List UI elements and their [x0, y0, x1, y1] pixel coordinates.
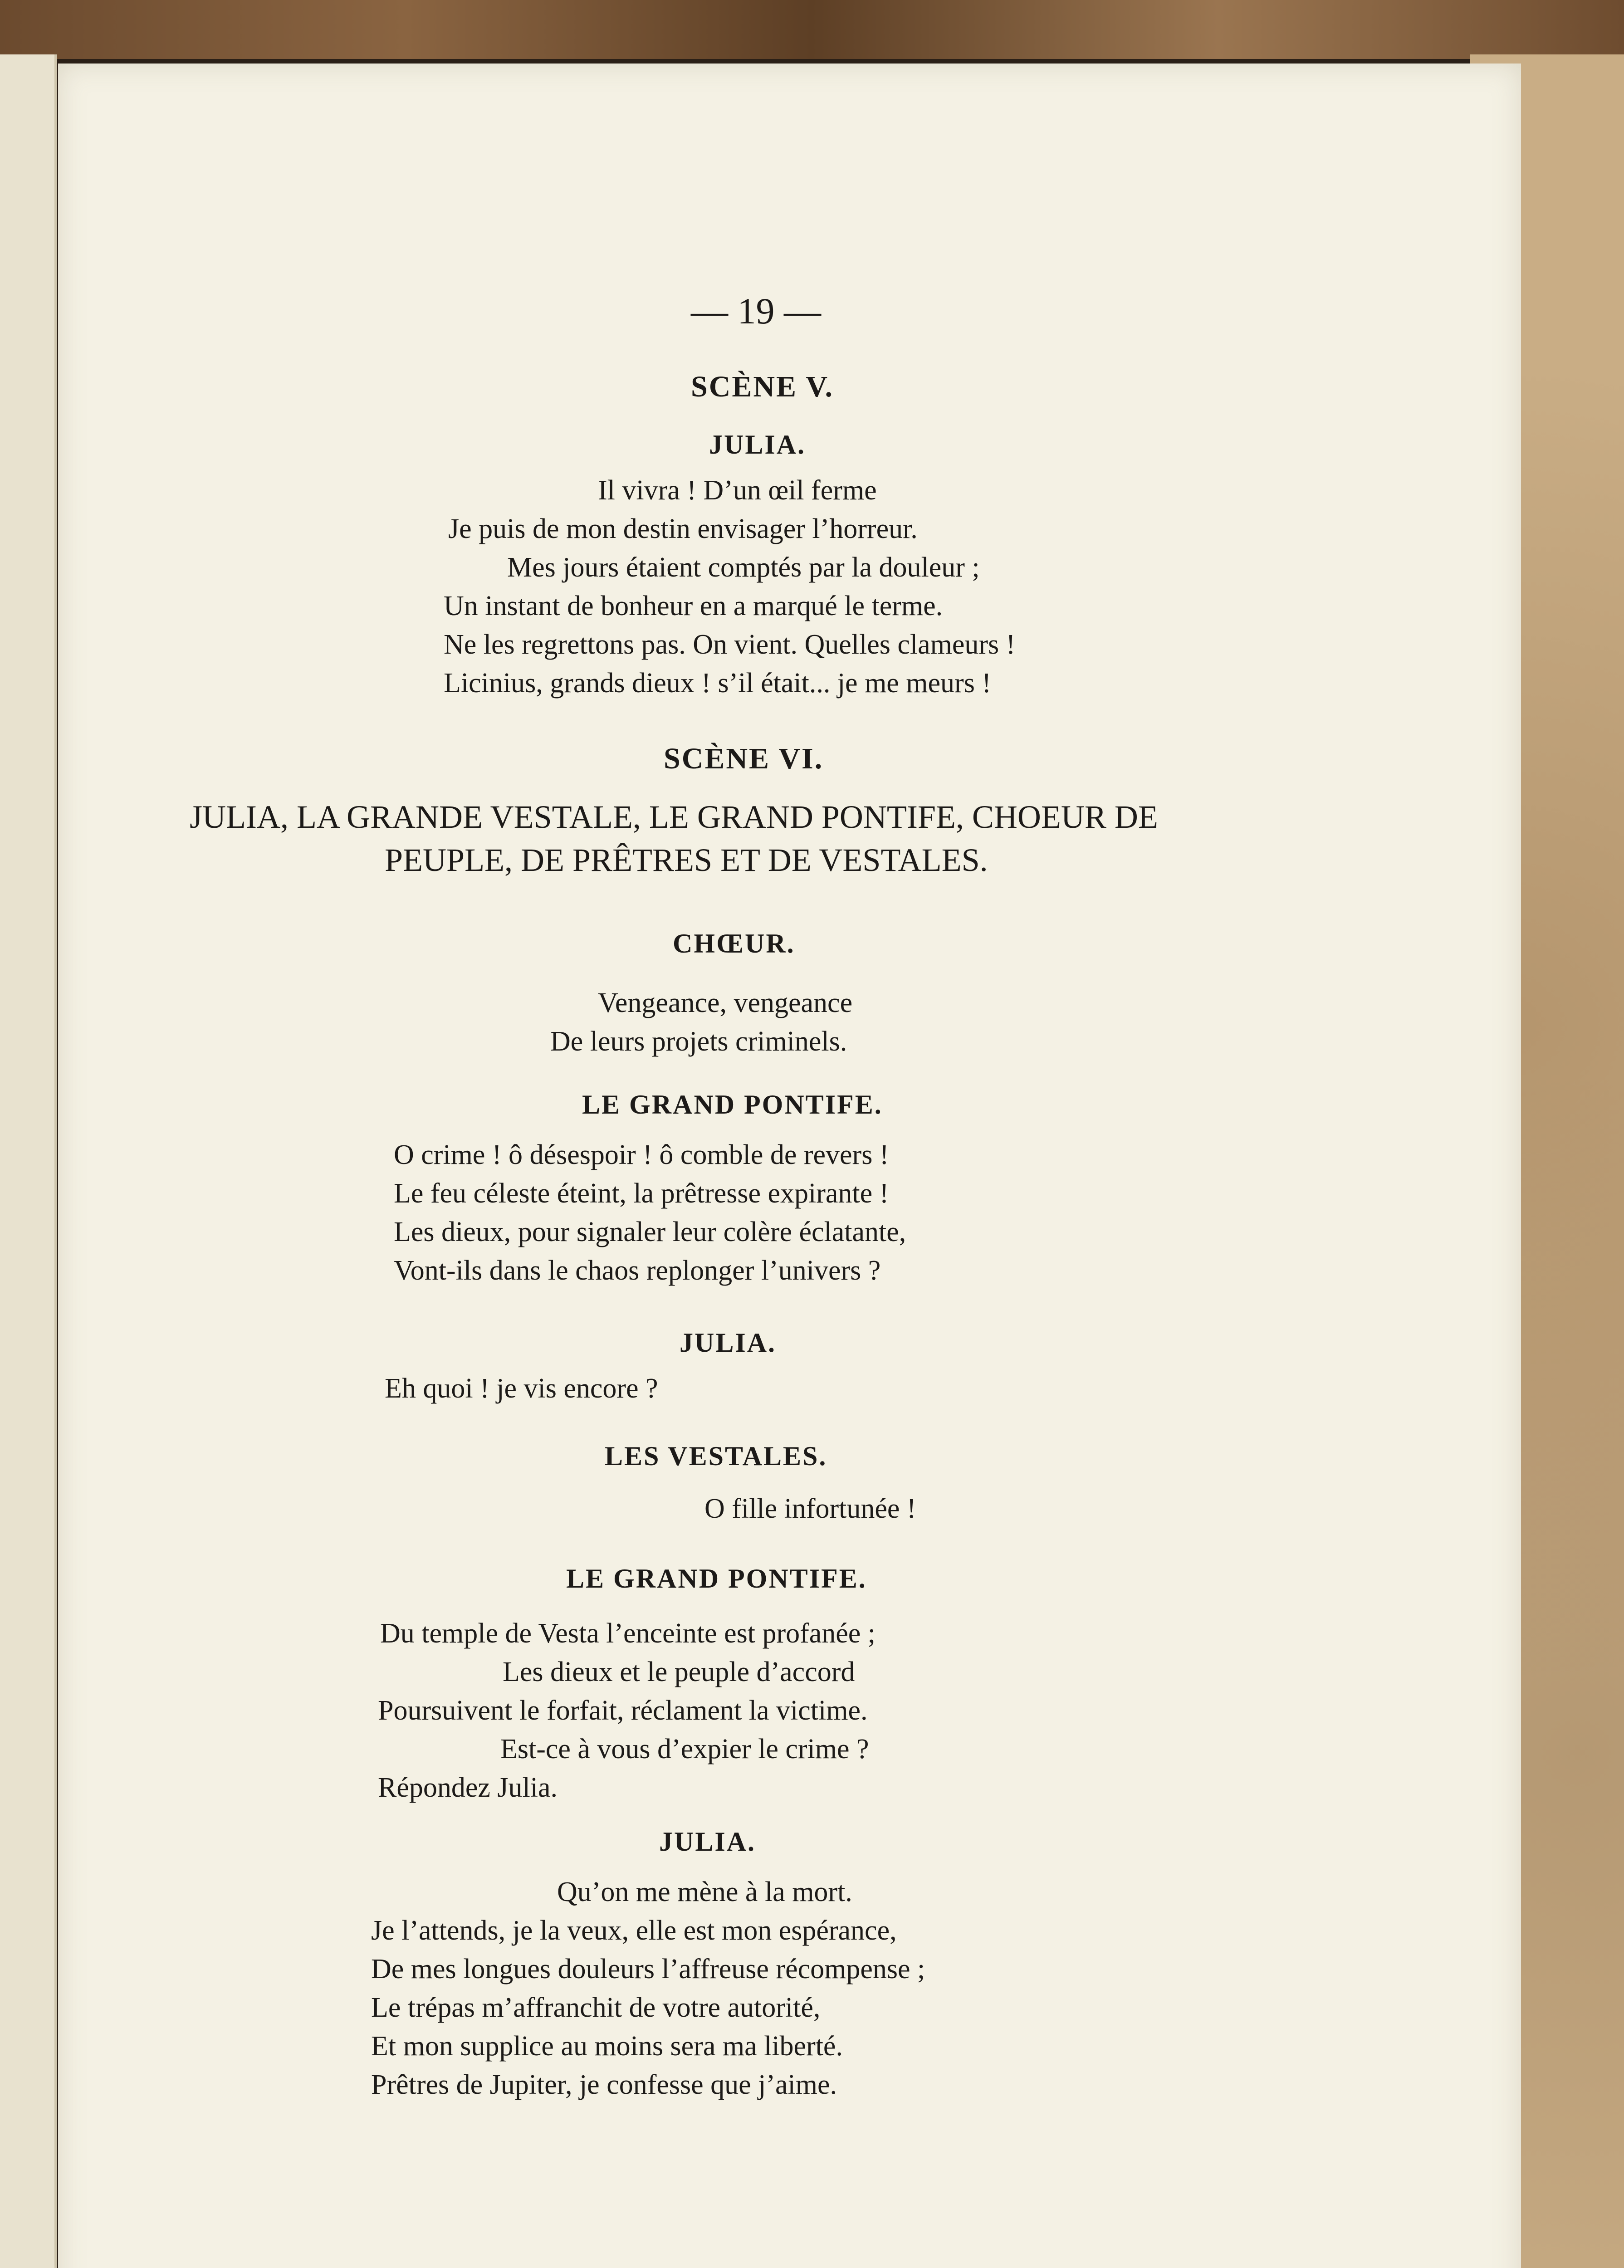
speaker-julia: JULIA. [709, 430, 806, 459]
verse-line: Vengeance, vengeance [598, 987, 853, 1018]
verse-line: Du temple de Vesta l’enceinte est profanée ; [380, 1618, 876, 1649]
verse-line: Est-ce à vous d’expier le crime ? [500, 1734, 869, 1765]
verse-line: Vont-ils dans le chaos replonger l’univers ? [394, 1255, 881, 1286]
speaker-julia: JULIA. [680, 1328, 777, 1358]
verse-line: Licinius, grands dieux ! s’il était... je me meurs ! [444, 668, 991, 699]
verse-line: Qu’on me mène à la mort. [557, 1877, 852, 1907]
speaker-julia: JULIA. [659, 1827, 756, 1857]
cast-list: PEUPLE, DE PRÊTRES ET DE VESTALES. [385, 842, 988, 878]
book-page [58, 64, 1521, 2268]
verse-line: Eh quoi ! je vis encore ? [385, 1373, 658, 1404]
verse-line: O fille infortunée ! [704, 1493, 916, 1524]
verse-line: Répondez Julia. [378, 1772, 558, 1803]
verse-line: Et mon supplice au moins sera ma liberté. [371, 2031, 843, 2062]
page-number: — 19 — [691, 290, 821, 332]
facing-page-edge [0, 54, 57, 2268]
verse-line: Mes jours étaient comptés par la douleur ; [507, 552, 980, 583]
verse-line: De mes longues douleurs l’affreuse récompense ; [371, 1954, 925, 1984]
cast-list: JULIA, LA GRANDE VESTALE, LE GRAND PONTIFE, CHOEUR DE [190, 799, 1158, 835]
verse-line: Je l’attends, je la veux, elle est mon espérance, [371, 1915, 897, 1946]
verse-line: De leurs projets criminels. [550, 1026, 847, 1057]
verse-line: O crime ! ô désespoir ! ô comble de revers ! [394, 1139, 889, 1170]
verse-line: Un instant de bonheur en a marqué le terme. [444, 591, 943, 621]
verse-line: Je puis de mon destin envisager l’horreur. [448, 513, 918, 544]
verse-line: Le feu céleste éteint, la prêtresse expirante ! [394, 1178, 889, 1209]
speaker-grand-pontife: LE GRAND PONTIFE. [582, 1090, 883, 1119]
verse-line: Ne les regrettons pas. On vient. Quelles clameurs ! [444, 629, 1016, 660]
speaker-grand-pontife: LE GRAND PONTIFE. [566, 1564, 867, 1593]
verse-line: Il vivra ! D’un œil ferme [598, 475, 877, 506]
verse-line: Prêtres de Jupiter, je confesse que j’aime. [371, 2069, 837, 2100]
speaker-chorus: CHŒUR. [673, 929, 795, 958]
verse-line: Le trépas m’affranchit de votre autorité, [371, 1992, 821, 2023]
scene-6-title: SCÈNE VI. [664, 742, 824, 775]
book-top-edge [0, 0, 1624, 59]
verse-line: Les dieux, pour signaler leur colère éclatante, [394, 1217, 906, 1247]
scene-5-title: SCÈNE V. [691, 370, 834, 403]
speaker-les-vestales: LES VESTALES. [605, 1441, 827, 1471]
verse-line: Les dieux et le peuple d’accord [503, 1657, 855, 1687]
verse-line: Poursuivent le forfait, réclament la victime. [378, 1695, 868, 1726]
